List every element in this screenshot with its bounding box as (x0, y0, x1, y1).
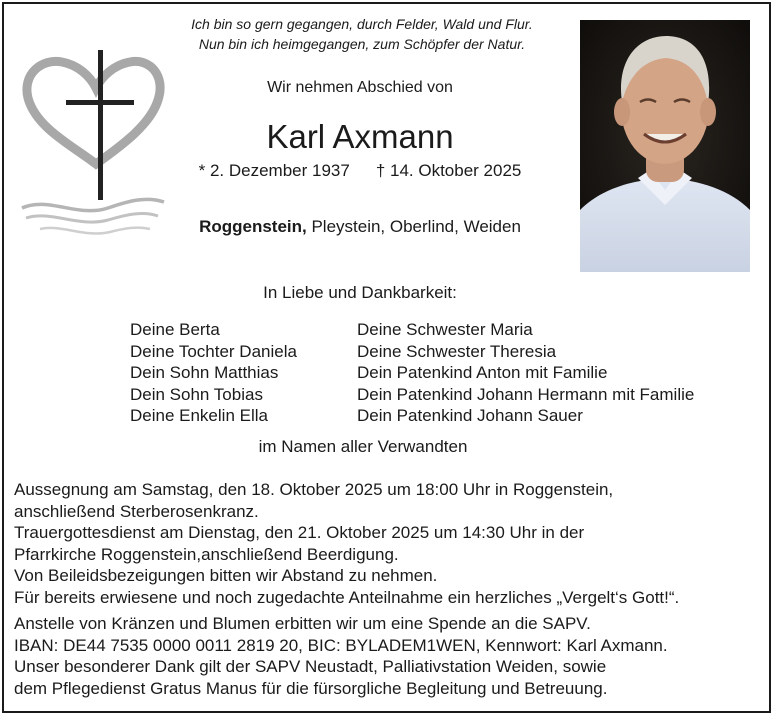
wave-1 (22, 199, 164, 210)
portrait-photo (580, 20, 750, 272)
family-member: Deine Schwester Maria (357, 320, 533, 339)
family-list-left (130, 319, 297, 427)
info-line: Pfarrkirche Roggenstein,anschließend Beerdigung. (14, 544, 399, 564)
wave-2 (26, 213, 158, 222)
family-member: Dein Patenkind Johann Hermann mit Familie (357, 384, 695, 404)
life-dates (170, 161, 550, 181)
family-list-right (357, 319, 694, 427)
info-line: Aussegnung am Samstag, den 18. Oktober 2025 um 18:00 Uhr in Roggenstein, (14, 480, 614, 499)
gratitude-line: In Liebe und Dankbarkeit: (263, 283, 457, 302)
death-date: † 14. Oktober 2025 (375, 161, 522, 180)
family-member: Dein Sohn Tobias (130, 384, 263, 404)
family-member: Deine Berta (130, 320, 220, 339)
poem-line-1: Ich bin so gern gegangen, durch Felder, Wald und Flur. (191, 16, 533, 32)
ear-left (614, 98, 630, 126)
places (150, 217, 570, 237)
home-town: Roggenstein, (199, 217, 307, 236)
family-member: Deine Schwester Theresia (357, 341, 557, 361)
info-line: IBAN: DE44 7535 0000 0011 2819 20, BIC: BYLADEM1WEN, Kennwort: Karl Axmann. (14, 635, 668, 655)
info-line: Für bereits erwiesene und noch zugedachte Anteilnahme ein herzliches „Vergelt‘s Gott!“. (14, 587, 680, 607)
other-places: Pleystein, Oberlind, Weiden (306, 217, 521, 236)
ear-right (700, 98, 716, 126)
deceased-name: Karl Axmann (266, 118, 454, 155)
poem-line-2: Nun bin ich heimgegangen, zum Schöpfer der Natur. (198, 36, 526, 52)
info-line: Unser besonderer Dank gilt der SAPV Neustadt, Palliativstation Weiden, sowie (14, 657, 607, 676)
family-member: Deine Enkelin Ella (130, 406, 268, 425)
family-member: Dein Patenkind Johann Sauer (357, 406, 583, 425)
relatives-line: im Namen aller Verwandten (258, 437, 468, 456)
wave-3 (40, 228, 150, 234)
cross-heart-emblem (18, 46, 168, 241)
birth-date: * 2. Dezember 1937 (198, 161, 350, 180)
family-member: Deine Tochter Daniela (130, 341, 297, 361)
ceremony-info (14, 479, 679, 608)
cross-horizontal (66, 100, 134, 105)
heart-outline (27, 61, 160, 164)
donation-info (14, 613, 668, 699)
family-member: Dein Sohn Matthias (130, 363, 279, 382)
cross-vertical (98, 50, 103, 200)
family-member: Dein Patenkind Anton mit Familie (357, 363, 608, 382)
info-line: Von Beileidsbezeigungen bitten wir Abstand zu nehmen. (14, 566, 438, 585)
intro-text: Wir nehmen Abschied von (267, 79, 453, 96)
info-line: Anstelle von Kränzen und Blumen erbitten wir um eine Spende an die SAPV. (14, 614, 591, 633)
info-line: dem Pflegedienst Gratus Manus für die fürsorgliche Begleitung und Betreuung. (14, 678, 608, 698)
info-line: Trauergottesdienst am Dienstag, den 21. Oktober 2025 um 14:30 Uhr in der (14, 523, 585, 542)
info-line: anschließend Sterberosenkranz. (14, 501, 259, 521)
